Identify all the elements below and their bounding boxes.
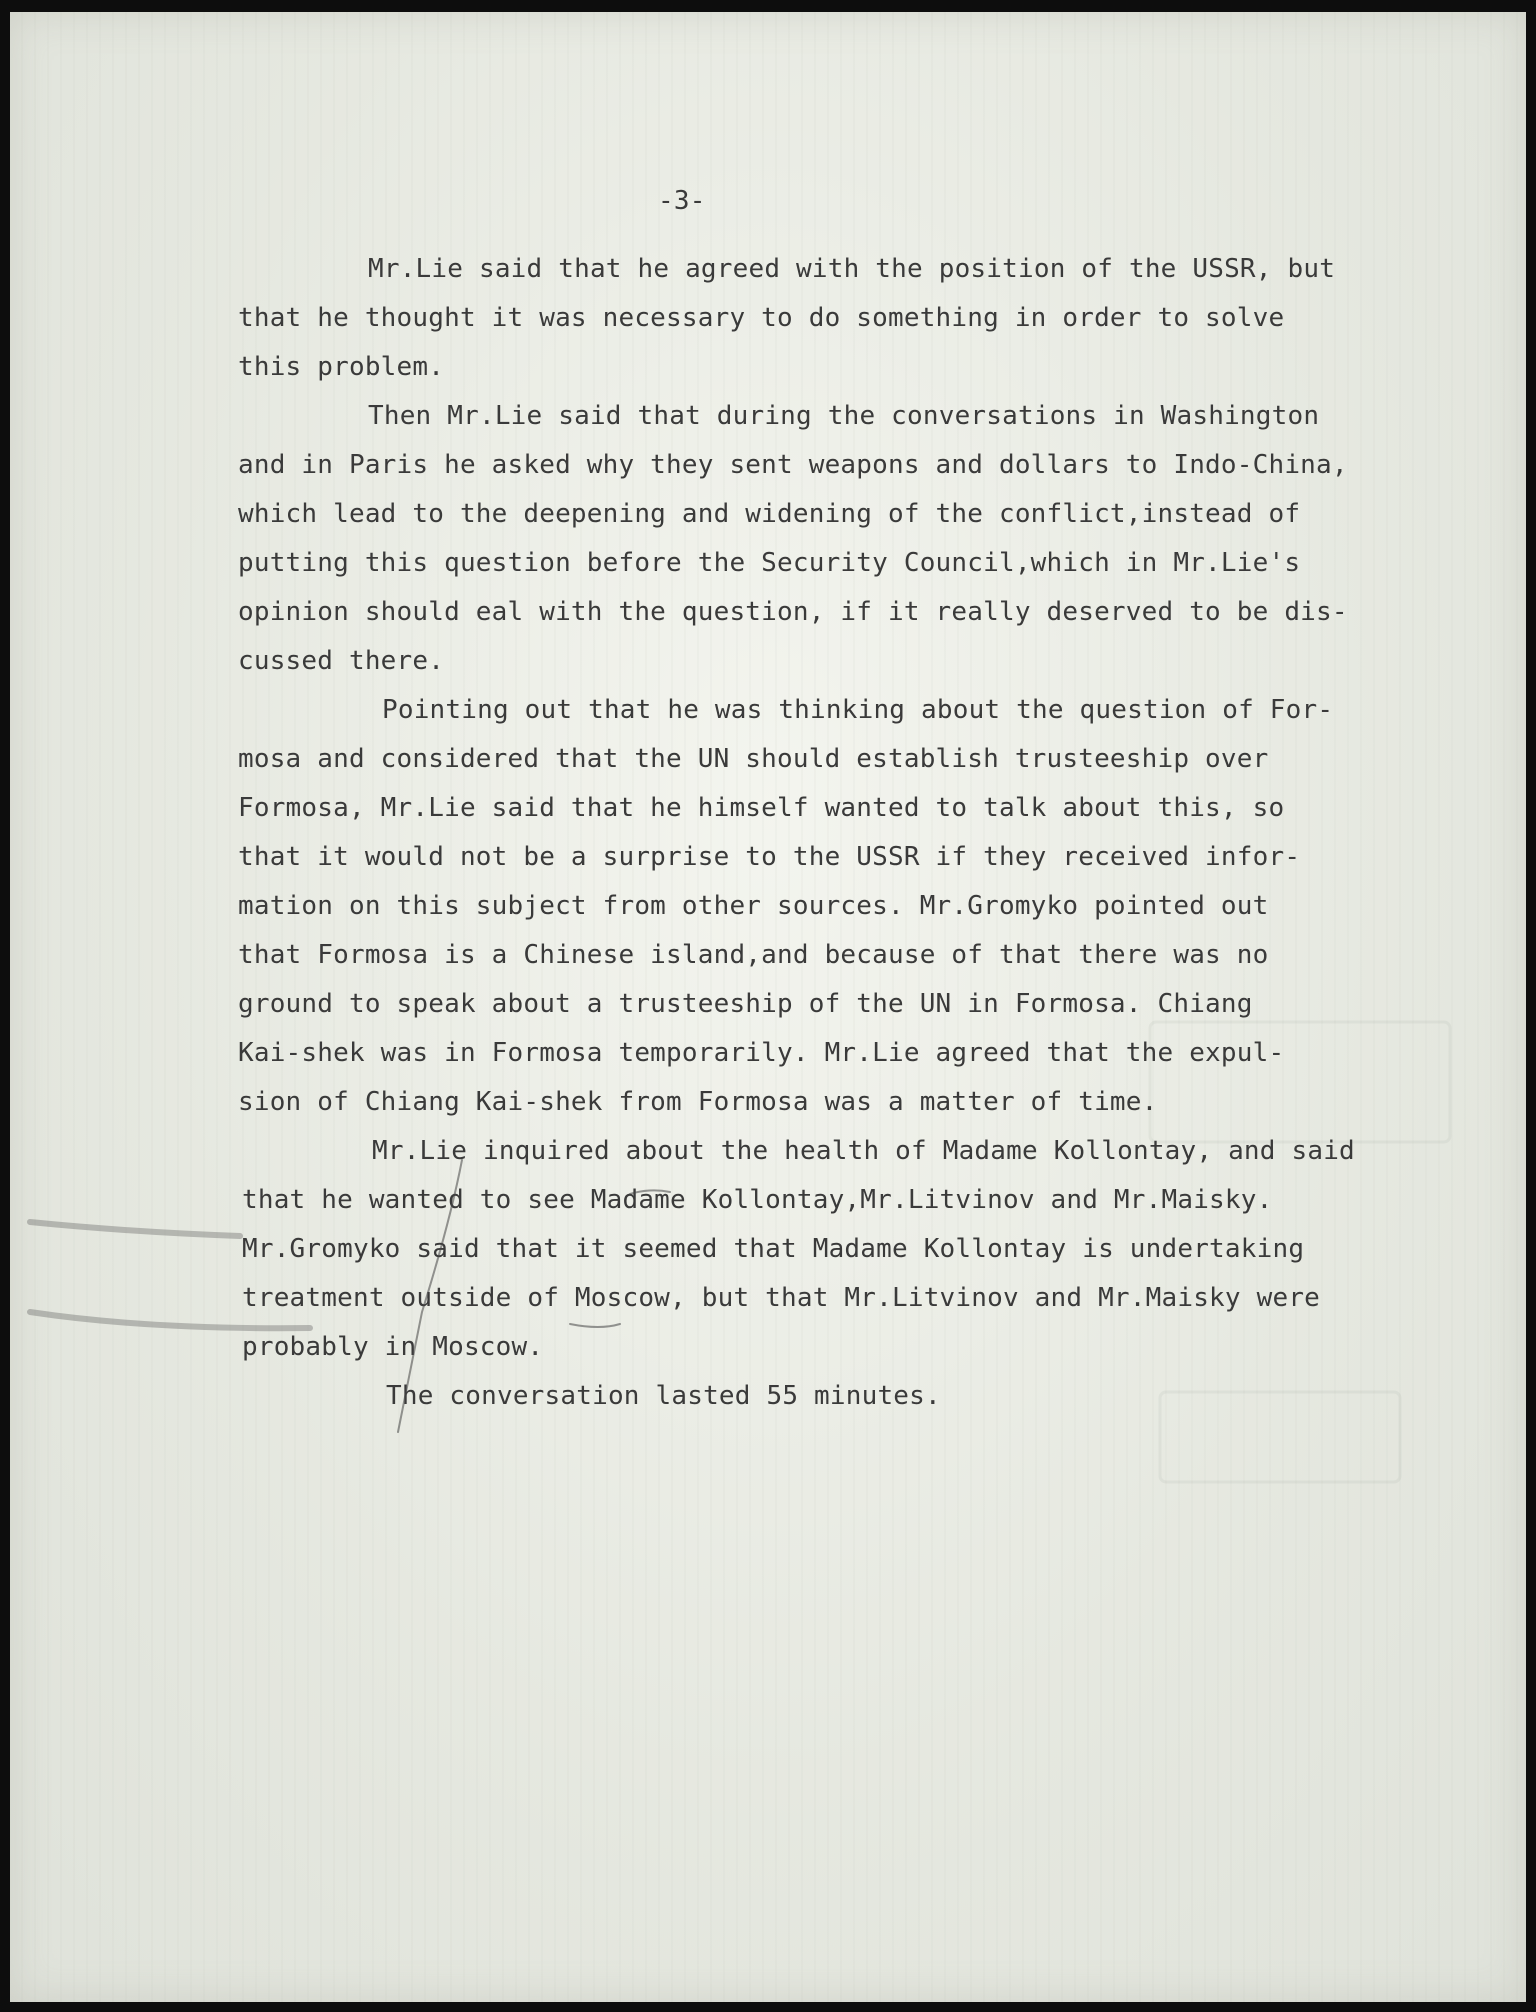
text-line: cussed there. bbox=[238, 646, 445, 676]
text-line: which lead to the deepening and widening of the conflict,instead of bbox=[238, 499, 1301, 529]
text-line: and in Paris he asked why they sent weapons and dollars to Indo-China, bbox=[238, 450, 1348, 480]
text-line: Mr.Lie inquired about the health of Madame Kollontay, and said bbox=[372, 1136, 1355, 1166]
text-line: mation on this subject from other sources. Mr.Gromyko pointed out bbox=[238, 891, 1269, 921]
text-line: The conversation lasted 55 minutes. bbox=[386, 1381, 941, 1411]
text-line: probably in Moscow. bbox=[242, 1332, 544, 1362]
text-line: that Formosa is a Chinese island,and because of that there was no bbox=[238, 940, 1269, 970]
text-line: putting this question before the Security Council,which in Mr.Lie's bbox=[238, 548, 1301, 578]
text-line: that he wanted to see Madame Kollontay,Mr.Litvinov and Mr.Maisky. bbox=[242, 1185, 1273, 1215]
text-line: this problem. bbox=[238, 352, 445, 382]
text-line: treatment outside of Moscow, but that Mr.Litvinov and Mr.Maisky were bbox=[242, 1283, 1321, 1313]
text-line: that he thought it was necessary to do something in order to solve bbox=[238, 303, 1285, 333]
text-line: ground to speak about a trusteeship of the UN in Formosa. Chiang bbox=[238, 989, 1253, 1019]
text-line: that it would not be a surprise to the USSR if they received infor- bbox=[238, 842, 1301, 872]
text-line: opinion should eal with the question, if it really deserved to be dis- bbox=[238, 597, 1348, 627]
text-line: mosa and considered that the UN should establish trusteeship over bbox=[238, 744, 1269, 774]
page-number: -3- bbox=[658, 186, 706, 216]
text-line: Pointing out that he was thinking about the question of For- bbox=[382, 695, 1334, 725]
text-line: Kai-shek was in Formosa temporarily. Mr.Lie agreed that the expul- bbox=[238, 1038, 1285, 1068]
text-line: Formosa, Mr.Lie said that he himself wanted to talk about this, so bbox=[238, 793, 1285, 823]
text-line: Then Mr.Lie said that during the conversations in Washington bbox=[368, 401, 1320, 431]
text-line: sion of Chiang Kai-shek from Formosa was a matter of time. bbox=[238, 1087, 1158, 1117]
text-line: Mr.Gromyko said that it seemed that Madame Kollontay is undertaking bbox=[242, 1234, 1305, 1264]
document-page bbox=[10, 12, 1526, 2002]
text-line: Mr.Lie said that he agreed with the position of the USSR, but bbox=[368, 254, 1336, 284]
